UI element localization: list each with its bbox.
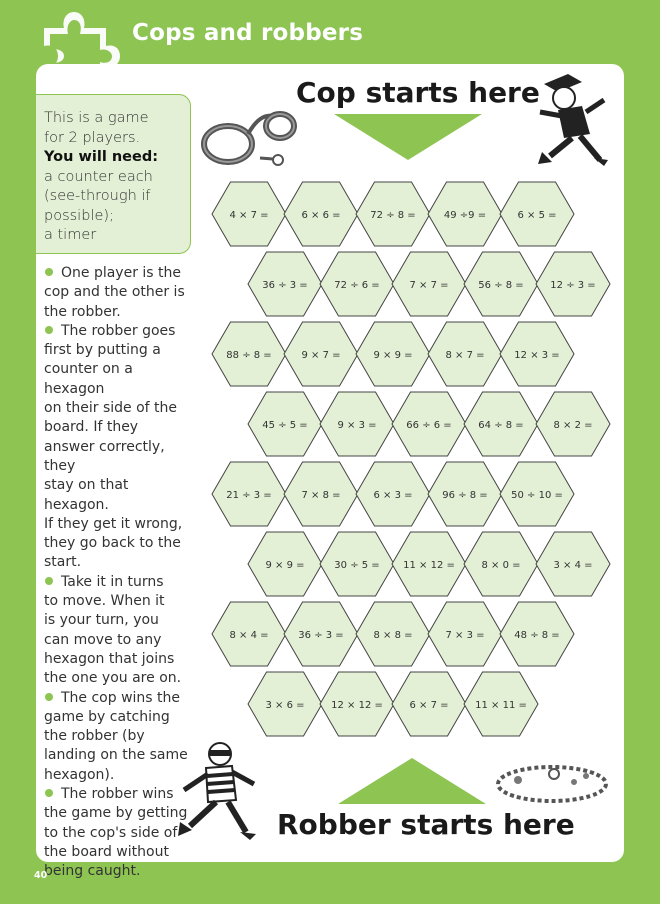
hexagon-sum: 3 × 4 =: [553, 560, 593, 571]
hexagon-sum: 4 × 7 =: [229, 210, 269, 221]
rule-line: hexagon that joins: [44, 650, 175, 667]
rule-line: to the cop's side of: [44, 824, 178, 841]
hexagon-cell[interactable]: [212, 322, 286, 386]
rule-line: stay on that hexagon.: [44, 477, 129, 513]
hexagon-sum: 64 ÷ 8 =: [478, 420, 524, 431]
needs-line: for 2 players.: [44, 129, 141, 146]
hexagon-cell[interactable]: [428, 602, 502, 666]
hexagon-cell[interactable]: [464, 672, 538, 736]
hexagon-sum: 30 ÷ 5 =: [334, 560, 380, 571]
hexagon-cell[interactable]: [248, 392, 322, 456]
hexagon-sum: 12 ÷ 3 =: [550, 280, 596, 291]
hexagon-cell[interactable]: [392, 532, 466, 596]
hexagon-cell[interactable]: [536, 392, 610, 456]
hexagon-sum: 6 × 3 =: [373, 490, 413, 501]
hexagon-cell[interactable]: [428, 462, 502, 526]
hexagon-sum: 11 × 12 =: [403, 560, 455, 571]
hexagon-sum: 21 ÷ 3 =: [226, 490, 272, 501]
hexagon-cell[interactable]: [356, 462, 430, 526]
hexagon-sum: 66 ÷ 6 =: [406, 420, 452, 431]
hexagon-cell[interactable]: [392, 672, 466, 736]
needs-line: a timer: [44, 227, 97, 243]
robber-start-heading: Robber starts here: [277, 808, 575, 841]
needs-line: possible);: [44, 207, 114, 224]
rule-line: game by catching: [44, 708, 170, 725]
hexagon-sum: 6 × 5 =: [517, 210, 557, 221]
rule-line: If they get it wrong,: [44, 515, 183, 532]
hexagon-cell[interactable]: [320, 392, 394, 456]
hexagon-cell[interactable]: [500, 322, 574, 386]
rule-line: board. If they: [44, 419, 139, 436]
hexagon-cell[interactable]: [428, 322, 502, 386]
rule-line: The cop wins the: [44, 689, 194, 708]
rule-line: hexagon).: [44, 766, 115, 783]
rule-line: to move. When it: [44, 593, 165, 610]
hexagon-sum: 6 × 7 =: [409, 700, 449, 711]
page-title: Cops and robbers: [132, 20, 364, 46]
hexagon-sum: 3 × 6 =: [265, 700, 305, 711]
rule-line: One player is the: [44, 264, 194, 283]
hexagon-sum: 96 ÷ 8 =: [442, 490, 488, 501]
hexagon-cell[interactable]: [356, 182, 430, 246]
rule-line: is your turn, you: [44, 612, 159, 629]
hexagon-sum: 12 × 12 =: [331, 700, 383, 711]
rule-line: the game by getting: [44, 805, 188, 822]
rule-line: cop and the other is: [44, 284, 185, 301]
rule-line: Take it in turns: [44, 573, 194, 592]
hexagon-cell[interactable]: [284, 462, 358, 526]
needs-line: a counter each: [44, 168, 153, 185]
hexagon-cell[interactable]: [248, 252, 322, 316]
hexagon-sum: 9 × 9 =: [373, 350, 413, 361]
rule-line: first by putting a: [44, 342, 161, 359]
needs-line: (see-through if: [44, 188, 151, 204]
hexagon-cell[interactable]: [536, 252, 610, 316]
rule-line: start.: [44, 554, 82, 571]
rule-line: landing on the same: [44, 747, 188, 764]
rule-line: counter on a hexagon: [44, 361, 133, 397]
hexagon-cell[interactable]: [356, 602, 430, 666]
hexagon-cell[interactable]: [320, 532, 394, 596]
hexagon-cell[interactable]: [464, 392, 538, 456]
hexagon-cell[interactable]: [284, 602, 358, 666]
rule-line: can move to any: [44, 631, 162, 648]
hexagon-sum: 7 × 8 =: [301, 490, 341, 501]
hexagon-cell[interactable]: [464, 252, 538, 316]
hexagon-sum: 6 × 6 =: [301, 210, 341, 221]
hexagon-sum: 7 × 7 =: [409, 280, 449, 291]
hexagon-cell[interactable]: [356, 322, 430, 386]
rule-line: the one you are on.: [44, 670, 182, 687]
hexagon-sum: 8 × 2 =: [553, 420, 593, 431]
rule-line: the robber.: [44, 303, 121, 320]
rule-line: answer correctly, they: [44, 438, 165, 474]
rule-line: being caught.: [44, 863, 141, 880]
hexagon-cell[interactable]: [500, 182, 574, 246]
needs-heading: You will need:: [44, 149, 159, 165]
rule-line: The robber wins: [44, 785, 194, 804]
hexagon-cell[interactable]: [320, 672, 394, 736]
hexagon-sum: 9 × 9 =: [265, 560, 305, 571]
hexagon-sum: 36 ÷ 3 =: [262, 280, 308, 291]
hexagon-cell[interactable]: [248, 532, 322, 596]
rule-line: on their side of the: [44, 400, 178, 417]
hexagon-sum: 12 × 3 =: [514, 350, 560, 361]
hexagon-cell[interactable]: [392, 392, 466, 456]
hexagon-cell[interactable]: [392, 252, 466, 316]
hexagon-sum: 8 × 7 =: [445, 350, 485, 361]
hexagon-sum: 8 × 8 =: [373, 630, 413, 641]
hexagon-sum: 11 × 11 =: [475, 700, 527, 711]
rule-line: The robber goes: [44, 322, 194, 341]
hexagon-cell[interactable]: [248, 672, 322, 736]
hexagon-cell[interactable]: [500, 602, 574, 666]
hexagon-cell[interactable]: [284, 182, 358, 246]
rule-line: the board without: [44, 843, 169, 860]
page-number: 40: [34, 870, 48, 881]
hexagon-sum: 9 × 7 =: [301, 350, 341, 361]
rule-line: they go back to the: [44, 535, 181, 552]
hexagon-sum: 88 ÷ 8 =: [226, 350, 272, 361]
hexagon-sum: 7 × 3 =: [445, 630, 485, 641]
hexagon-cell[interactable]: [212, 182, 286, 246]
hexagon-cell[interactable]: [212, 602, 286, 666]
hexagon-sum: 8 × 0 =: [481, 560, 521, 571]
hexagon-sum: 36 ÷ 3 =: [298, 630, 344, 641]
hexagon-cell[interactable]: [212, 462, 286, 526]
hexagon-cell[interactable]: [536, 532, 610, 596]
hexagon-sum: 72 ÷ 8 =: [370, 210, 416, 221]
hexagon-sum: 48 ÷ 8 =: [514, 630, 560, 641]
robber-start-arrow: [338, 758, 486, 804]
hexagon-sum: 8 × 4 =: [229, 630, 269, 641]
hexagon-sum: 49 ÷9 =: [443, 210, 487, 221]
cop-start-heading: Cop starts here: [296, 76, 540, 109]
hexagon-cell[interactable]: [428, 182, 502, 246]
rule-line: the robber (by: [44, 728, 145, 745]
hexagon-sum: 45 ÷ 5 =: [262, 420, 308, 431]
hexagon-cell[interactable]: [500, 462, 574, 526]
hexagon-sum: 9 × 3 =: [337, 420, 377, 431]
hexagon-cell[interactable]: [284, 322, 358, 386]
hexagon-sum: 56 ÷ 8 =: [478, 280, 524, 291]
hexagon-sum: 50 ÷ 10 =: [511, 490, 563, 501]
hexagon-cell[interactable]: [320, 252, 394, 316]
hexagon-cell[interactable]: [464, 532, 538, 596]
needs-line: This is a game: [44, 110, 149, 126]
hexagon-sum: 72 ÷ 6 =: [334, 280, 380, 291]
